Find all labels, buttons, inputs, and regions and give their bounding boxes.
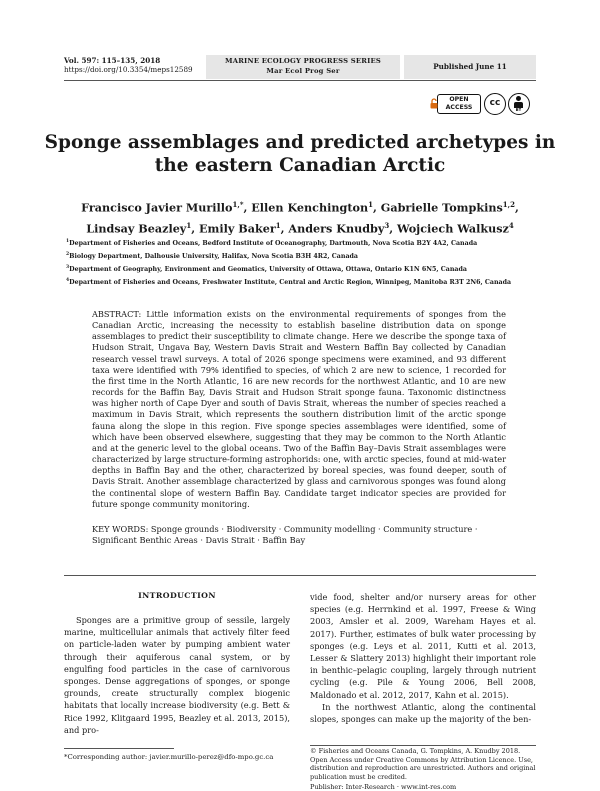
abstract-divider — [64, 575, 536, 576]
title-line-1: Sponge assemblages and predicted archetypes in — [44, 132, 556, 153]
person-head-icon — [516, 96, 521, 101]
author-name: Anders Knudby — [288, 221, 385, 236]
body-paragraph: Sponges are a primitive group of sessile, largely marine, multicellular animals that actively filter feed on particle-laden water by pumping ambient water through their aquiferous canal system, or by engulfing food particles in the case of carnivorous sponges. Dense aggregations of sponges, or sponge grounds, create structurally complex biogenic habitats that locally increase biodiversity (e.g. Bett & Rice 1992, Klitgaard 1995, Beazley et al. 2013, 2015), and pro- — [64, 615, 290, 735]
author-name: Lindsay Beazley — [86, 221, 187, 236]
author-sup: 1,2 — [502, 200, 515, 209]
open-access-badge[interactable] — [437, 94, 481, 114]
affiliation — [66, 262, 546, 275]
corresponding-author: *Corresponding author: javier.murillo-perez@dfo-mpo.gc.ca — [64, 753, 274, 761]
author-name: Emily Baker — [198, 221, 276, 236]
published-date: Published June 11 — [404, 55, 536, 79]
affiliation-text: Department of Geography, Environment and Geomatics, University of Ottawa, Ottawa, Ontario K1N 6N5, Canada — [69, 266, 467, 274]
author-sep: , — [389, 221, 398, 236]
affiliation-text: Department of Fisheries and Oceans, Freshwater Institute, Central and Arctic Region, Winnipeg, Manitoba R3T 2N6, Canada — [69, 279, 512, 287]
title-line-2: the eastern Canadian Arctic — [154, 155, 446, 176]
author-sup: 4 — [508, 220, 514, 230]
keywords: KEY WORDS: Sponge grounds · Biodiversity · Community modelling · Community structure · Significant Benthic Areas · Davis Strait · Baffin Bay — [92, 524, 478, 546]
attribution-icon[interactable] — [508, 93, 530, 115]
publisher-line: Publisher: Inter-Research · www.int-res.com — [310, 783, 457, 791]
copyright-divider — [310, 745, 536, 746]
open-access-text-2: ACCESS — [445, 104, 473, 111]
open-lock-icon — [430, 98, 438, 109]
author-name: Wojciech Walkusz — [397, 221, 509, 236]
author-sep: , — [514, 200, 519, 215]
author-name: Ellen Kenchington — [251, 200, 369, 215]
footnote-divider — [64, 748, 174, 749]
author-line-2 — [50, 217, 550, 238]
author-sep: , — [191, 221, 199, 236]
affiliation-sup: 1 — [66, 239, 70, 244]
author-sep: , — [372, 200, 381, 215]
author-sep: , — [243, 200, 252, 215]
right-column — [310, 591, 536, 725]
affiliation-sup: 4 — [66, 278, 70, 284]
copyright-notice: © Fisheries and Oceans Canada, G. Tompkins, A. Knudby 2018. Open Access under Creative Commons by Attribution Licence. Use, distribution and reproduction are unrestricted. Authors and original publication must be credited. — [310, 747, 536, 781]
section-heading: INTRODUCTION — [138, 591, 216, 600]
affiliation-sup: 2 — [66, 252, 70, 258]
affiliation — [66, 249, 546, 262]
author-sup: 3 — [384, 220, 390, 230]
journal-abbr: Mar Ecol Prog Ser — [266, 66, 340, 75]
doi-link[interactable]: https://doi.org/10.3354/meps12589 — [64, 65, 193, 74]
author-sup: 1 — [186, 220, 192, 230]
affiliation-sup: 3 — [66, 265, 70, 271]
author-list — [50, 196, 550, 237]
journal-box — [206, 55, 400, 79]
author-sup: 1 — [368, 200, 373, 209]
journal-name: MARINE ECOLOGY PROGRESS SERIES — [225, 57, 381, 65]
author-name: Francisco Javier Murillo — [81, 200, 233, 215]
affiliation-list — [66, 236, 546, 288]
affiliation — [66, 275, 546, 288]
body-paragraph: In the northwest Atlantic, along the continental slopes, sponges can make up the majority of the ben- — [310, 701, 536, 725]
article-title — [40, 131, 560, 177]
affiliation-text: Department of Fisheries and Oceans, Bedford Institute of Oceanography, Dartmouth, Nova Scotia B2Y 4A2, Canada — [69, 240, 478, 248]
author-sep: , — [280, 221, 289, 236]
header-divider — [64, 80, 536, 81]
open-access-text-1: OPEN — [449, 96, 469, 103]
body-paragraph: vide food, shelter and/or nursery areas for other species (e.g. Herrnkind et al. 1997, Freese & Wing 2003, Amsler et al. 2009, Wareham Hayes et al. 2017). Further, estimates of bulk water processing by sponges (e.g. Leys et al. 2011, Kutti et al. 2013, Lesser & Slattery 2013) highlight their important role in benthic–pelagic coupling, largely through nutrient cycling (e.g. Pile & Young 2006, Bell 2008, Maldonado et al. 2012, 2017, Kahn et al. 2015). — [310, 592, 536, 700]
left-column — [64, 614, 290, 736]
by-label: BY — [515, 107, 522, 112]
author-sup: 1 — [275, 220, 281, 230]
abstract: ABSTRACT: Little information exists on the environmental requirements of sponges from the Canadian Arctic, increasing the necessity to establish baseline distribution data on sponge assemblages to predict their susceptibility to climate change. Here we describe the sponge taxa of Hudson Strait, Ungava Bay, Western Davis Strait and Western Baffin Bay collected by Canadian research vessel trawl surveys. A total of 2026 sponge specimens were examined, and 93 different taxa were identified with 79% identified to species, of which 2 are new to science, 1 recorded for the first time in the North Atlantic, 16 are new records for the northwest Atlantic, and 10 are new records for the Baffin Bay, Davis Strait and Hudson Strait sponge fauna. Taxonomic distinctness was higher north of Cape Dyer and south of Davis Strait, whereas the number of species reached a maximum in Davis Strait, which represents the southern distribution limit of the arctic sponge fauna along the slope in this region. Five sponge species assemblages were identified, some of which have been observed elsewhere, suggesting that they may be common to the North Atlantic and at the generic level to the global oceans. Two of the Baffin Bay–Davis Strait assemblages were characterized by large structure-forming astrophorids: one, with arctic species, found at mid-water depths in Baffin Bay and the other, characterized by boreal species, was found deeper, south of Davis Strait. Another assemblage characterized by glass and carnivorous sponges was found along the continental slope of western Baffin Bay. Candidate target indicator species are provided for future sponge community monitoring. — [92, 309, 506, 509]
author-sup: 1,* — [232, 200, 244, 209]
affiliation-text: Biology Department, Dalhousie University, Halifax, Nova Scotia B3H 4R2, Canada — [69, 253, 359, 261]
volume-info: Vol. 597: 115–135, 2018 — [64, 56, 161, 65]
affiliation — [66, 236, 546, 249]
author-line-1 — [50, 196, 550, 217]
cc-license-icon[interactable]: cc — [484, 93, 506, 115]
header-citation — [64, 56, 193, 74]
author-name: Gabrielle Tompkins — [380, 200, 503, 215]
